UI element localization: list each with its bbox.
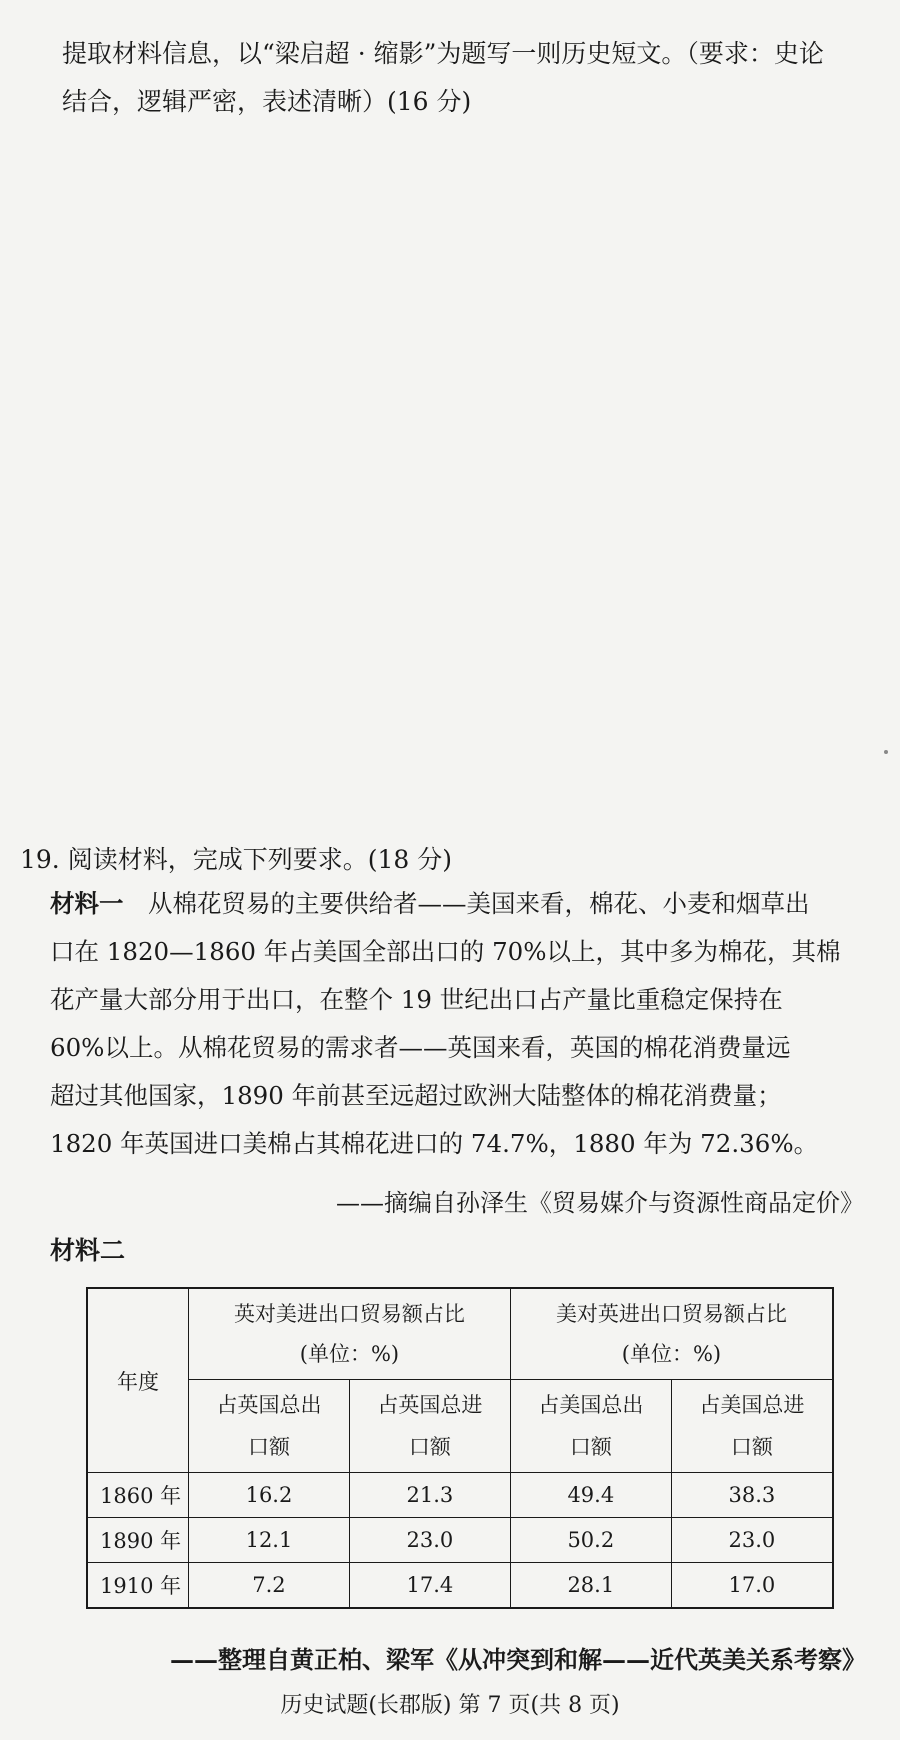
- year-cell: 1860 年: [87, 1473, 189, 1518]
- material-one-line: 口在 1820—1860 年占美国全部出口的 70%以上，其中多为棉花，其棉: [50, 937, 841, 966]
- value-cell: 7.2: [189, 1563, 350, 1609]
- value-cell: 23.0: [349, 1518, 510, 1563]
- material-one-line: 材料一 从棉花贸易的主要供给者——美国来看，棉花、小麦和烟草出: [50, 889, 810, 918]
- value-cell: 38.3: [671, 1473, 833, 1518]
- material-one-line: 超过其他国家，1890 年前甚至远超过欧洲大陆整体的棉花消费量；: [50, 1081, 782, 1110]
- value-cell: 28.1: [510, 1563, 671, 1609]
- table-row: [87, 1563, 833, 1609]
- question-19-header: 19. 阅读材料，完成下列要求。(18 分): [20, 845, 452, 874]
- previous-question-instruction: [62, 30, 862, 126]
- instruction-line-2: 结合，逻辑严密，表述清晰）(16 分): [62, 87, 472, 116]
- value-cell: 16.2: [189, 1473, 350, 1518]
- value-cell: 17.4: [349, 1563, 510, 1609]
- uk-to-us-group-header: 英对美进出口贸易额占比 (单位：%): [189, 1288, 511, 1380]
- year-column-header: 年度: [87, 1288, 189, 1473]
- material-one-source: ——摘编自孙泽生《贸易媒介与资源性商品定价》: [336, 1189, 864, 1217]
- table-row: [87, 1473, 833, 1518]
- page-footer: 历史试题(长郡版) 第 7 页(共 8 页): [280, 1693, 620, 1718]
- material-one-line: 60%以上。从棉花贸易的需求者——英国来看，英国的棉花消费量远: [50, 1033, 791, 1062]
- table-row: [87, 1518, 833, 1563]
- trade-share-table: [86, 1287, 834, 1609]
- material-two-source: ——整理自黄正柏、梁军《从冲突到和解——近代英美关系考察》: [170, 1645, 866, 1674]
- material-one: [50, 880, 870, 1168]
- material-one-line: 花产量大部分用于出口，在整个 19 世纪出口占产量比重稳定保持在: [50, 985, 783, 1014]
- value-cell: 17.0: [671, 1563, 833, 1609]
- uk-import-share-header: 占英国总进 口额: [349, 1380, 510, 1473]
- us-to-uk-group-header: 美对英进出口贸易额占比 (单位：%): [510, 1288, 833, 1380]
- uk-export-share-header: 占英国总出 口额: [189, 1380, 350, 1473]
- year-cell: 1890 年: [87, 1518, 189, 1563]
- us-export-share-header: 占美国总出 口额: [510, 1380, 671, 1473]
- us-import-share-header: 占美国总进 口额: [671, 1380, 833, 1473]
- value-cell: 23.0: [671, 1518, 833, 1563]
- value-cell: 12.1: [189, 1518, 350, 1563]
- value-cell: 21.3: [349, 1473, 510, 1518]
- material-one-label: 材料一: [50, 889, 124, 918]
- material-two-label: 材料二: [50, 1236, 126, 1265]
- instruction-line-1: 提取材料信息，以“梁启超 · 缩影”为题写一则历史短文。（要求：史论: [62, 39, 824, 68]
- value-cell: 49.4: [510, 1473, 671, 1518]
- scan-speck: [884, 750, 888, 754]
- year-cell: 1910 年: [87, 1563, 189, 1609]
- value-cell: 50.2: [510, 1518, 671, 1563]
- material-one-line: 1820 年英国进口美棉占其棉花进口的 74.7%，1880 年为 72.36%。: [50, 1129, 819, 1158]
